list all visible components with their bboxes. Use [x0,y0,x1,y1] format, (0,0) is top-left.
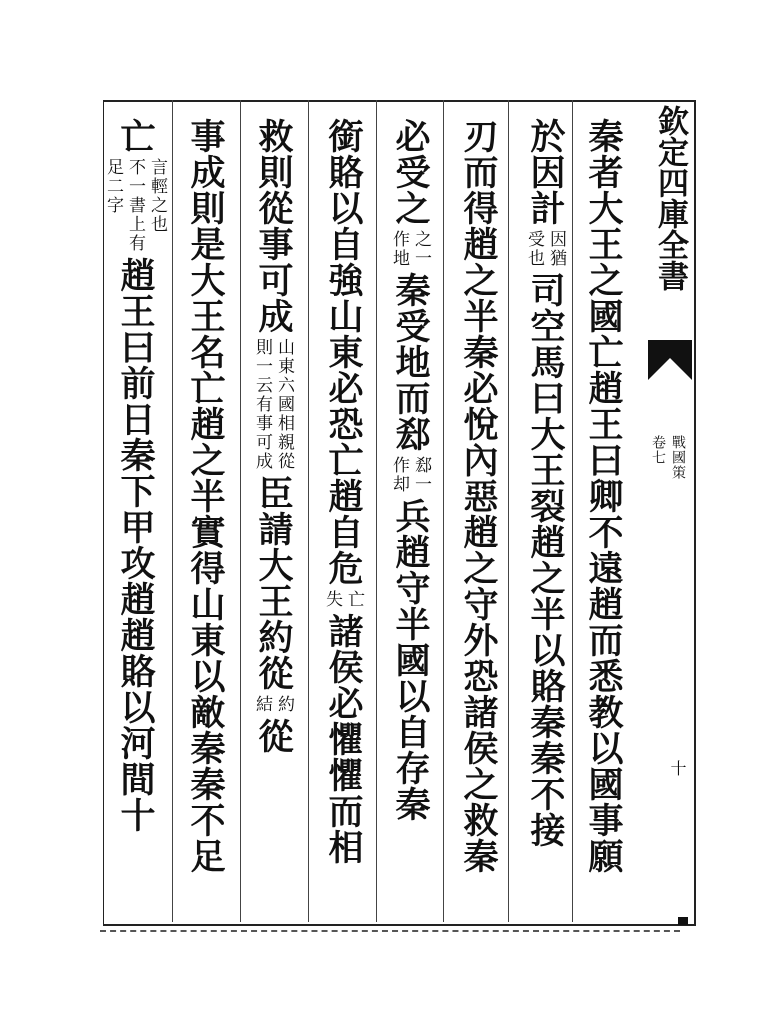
commentary-note [524,230,566,268]
note-line: 則一云有事可成 [252,338,272,471]
text-column [388,118,432,822]
note-line: 受也 [524,230,544,268]
note-line: 因猶 [546,230,566,268]
text-column [456,118,500,874]
main-text: 救則從事可成 [253,118,294,334]
note-line: 作地 [389,230,409,268]
section-title: 戰國策 [670,435,686,480]
section-label [650,435,686,480]
main-text: 刃而得趙之半秦必悅內惡趙之守外恐諸侯之救秦 [458,118,499,874]
column-divider [240,100,241,922]
commentary-note [322,590,364,609]
main-text: 從 [253,718,294,754]
text-column [103,118,167,833]
bottom-rule [100,930,680,932]
text-column [581,118,625,874]
note-line: 足二字 [103,158,123,215]
commentary-note [389,456,431,494]
main-text: 兵趙守半國以自存秦 [390,498,431,822]
book-title: 欽定四庫全書 [652,105,688,291]
main-text: 銜賂以自強山東必恐亡趙自危 [323,118,364,586]
main-text: 於因計 [525,118,566,226]
main-text: 臣請大王約從 [253,475,294,691]
note-line: 約 [274,695,294,714]
bottom-mark [678,917,688,925]
column-divider [308,100,309,922]
note-line: 失 [322,590,342,609]
column-divider [443,100,444,922]
column-divider [572,100,573,922]
main-text: 事成則是大王名亡趙之半實得山東以敵秦秦不足 [185,118,226,874]
column-divider [172,100,173,922]
note-line: 亡 [344,590,364,609]
column-divider [376,100,377,922]
commentary-note [103,158,167,253]
margin-column [648,105,692,915]
column-divider [508,100,509,922]
main-text: 必受之 [390,118,431,226]
text-column [251,118,295,754]
text-column [321,118,365,865]
fish-tail-ornament [648,340,692,380]
main-text: 秦受地而郄 [390,272,431,452]
main-text: 司空馬曰大王裂趙之半以賂秦秦不接 [525,272,566,848]
note-line: 結 [252,695,272,714]
main-text: 秦者大王之國亡趙王曰卿不遠趙而悉教以國事願 [583,118,624,874]
commentary-note [252,695,294,714]
main-text: 亡 [115,118,156,154]
volume-label: 卷七 [650,435,666,465]
note-line: 不一書上有 [125,158,145,253]
note-line: 作却 [389,456,409,494]
folio-number: 十 [668,760,687,776]
text-column [183,118,227,874]
text-column [523,118,567,848]
note-line: 山東六國相親從 [274,338,294,471]
note-line: 之一 [411,230,431,268]
main-text: 趙王曰前日秦下甲攻趙趙賂以河間十 [115,257,156,833]
note-line: 言輕之也 [147,158,167,234]
note-line: 郄一 [411,456,431,494]
main-text: 諸侯必懼懼而相 [323,613,364,865]
commentary-note [252,338,294,471]
commentary-note [389,230,431,268]
